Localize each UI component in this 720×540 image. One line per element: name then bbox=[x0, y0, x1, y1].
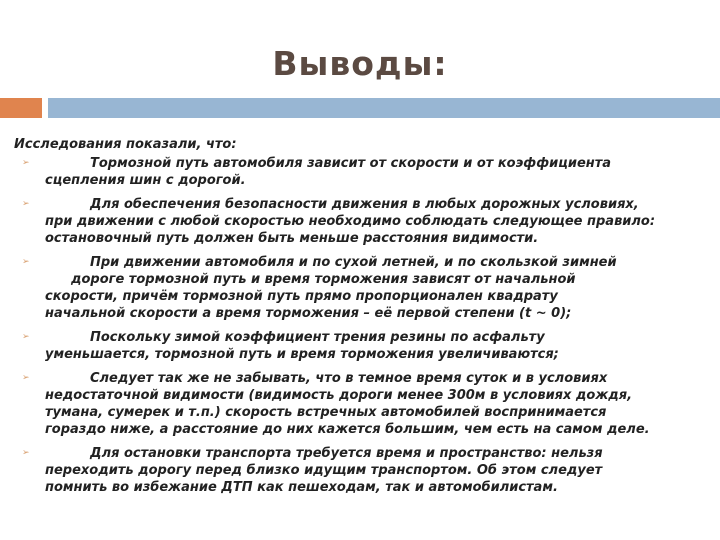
bullet-text-line: при движении с любой скоростью необходимо соблюдать следующее правило: bbox=[45, 214, 656, 229]
arrow-right-icon: ➢ bbox=[22, 158, 30, 168]
bullet-item bbox=[14, 196, 714, 247]
bullet-text-line: При движении автомобиля и по сухой летней, и по скользкой зимней bbox=[90, 255, 617, 270]
intro-text: Исследования показали, что: bbox=[14, 137, 237, 152]
bullet-text-line: остановочный путь должен быть меньше расстояния видимости. bbox=[45, 231, 539, 246]
bullet-item bbox=[14, 155, 714, 189]
slide-body bbox=[14, 136, 714, 503]
bullet-text-line: начальной скорости а время торможения – её первой степени (t ~ 0); bbox=[45, 306, 572, 321]
arrow-right-icon: ➢ bbox=[22, 332, 30, 342]
bullet-text-line: Поскольку зимой коэффициент трения резины по асфальту bbox=[90, 330, 545, 345]
bullet-text-line: помнить во избежание ДТП как пешеходам, так и автомобилистам. bbox=[45, 480, 558, 495]
bullet-text-line: Тормозной путь автомобиля зависит от скорости и от коэффициента bbox=[90, 156, 612, 171]
bullet-text-line: сцепления шин с дорогой. bbox=[45, 173, 246, 188]
bullet-text-line: гораздо ниже, а расстояние до них кажется большим, чем есть на самом деле. bbox=[45, 422, 650, 437]
bullet-text-line: Следует так же не забывать, что в темное время суток и в условиях bbox=[90, 371, 608, 386]
bullet-item bbox=[14, 445, 714, 496]
bullet-item bbox=[14, 254, 714, 322]
bullet-text-line: скорости, причём тормозной путь прямо пропорционален квадрату bbox=[45, 289, 558, 304]
bullet-item bbox=[14, 370, 714, 438]
bullet-text-line: дороге тормозной путь и время торможения зависят от начальной bbox=[71, 272, 576, 287]
accent-bar-blue bbox=[48, 98, 720, 118]
arrow-right-icon: ➢ bbox=[22, 448, 30, 458]
slide-title: Выводы: bbox=[272, 44, 448, 83]
bullet-text-line: Для остановки транспорта требуется время и пространство: нельзя bbox=[90, 446, 603, 461]
arrow-right-icon: ➢ bbox=[22, 199, 30, 209]
bullet-text-line: недостаточной видимости (видимость дороги менее 300м в условиях дождя, bbox=[45, 388, 633, 403]
arrow-right-icon: ➢ bbox=[22, 257, 30, 267]
bullet-item bbox=[14, 329, 714, 363]
bullet-list bbox=[14, 155, 714, 496]
arrow-right-icon: ➢ bbox=[22, 373, 30, 383]
bullet-text-line: тумана, сумерек и т.п.) скорость встречных автомобилей воспринимается bbox=[45, 405, 607, 420]
bullet-text-line: Для обеспечения безопасности движения в любых дорожных условиях, bbox=[90, 197, 639, 212]
bullet-text-line: переходить дорогу перед близко идущим транспортом. Об этом следует bbox=[45, 463, 603, 478]
accent-bar-orange bbox=[0, 98, 42, 118]
bullet-text-line: уменьшается, тормозной путь и время торможения увеличиваются; bbox=[45, 347, 559, 362]
